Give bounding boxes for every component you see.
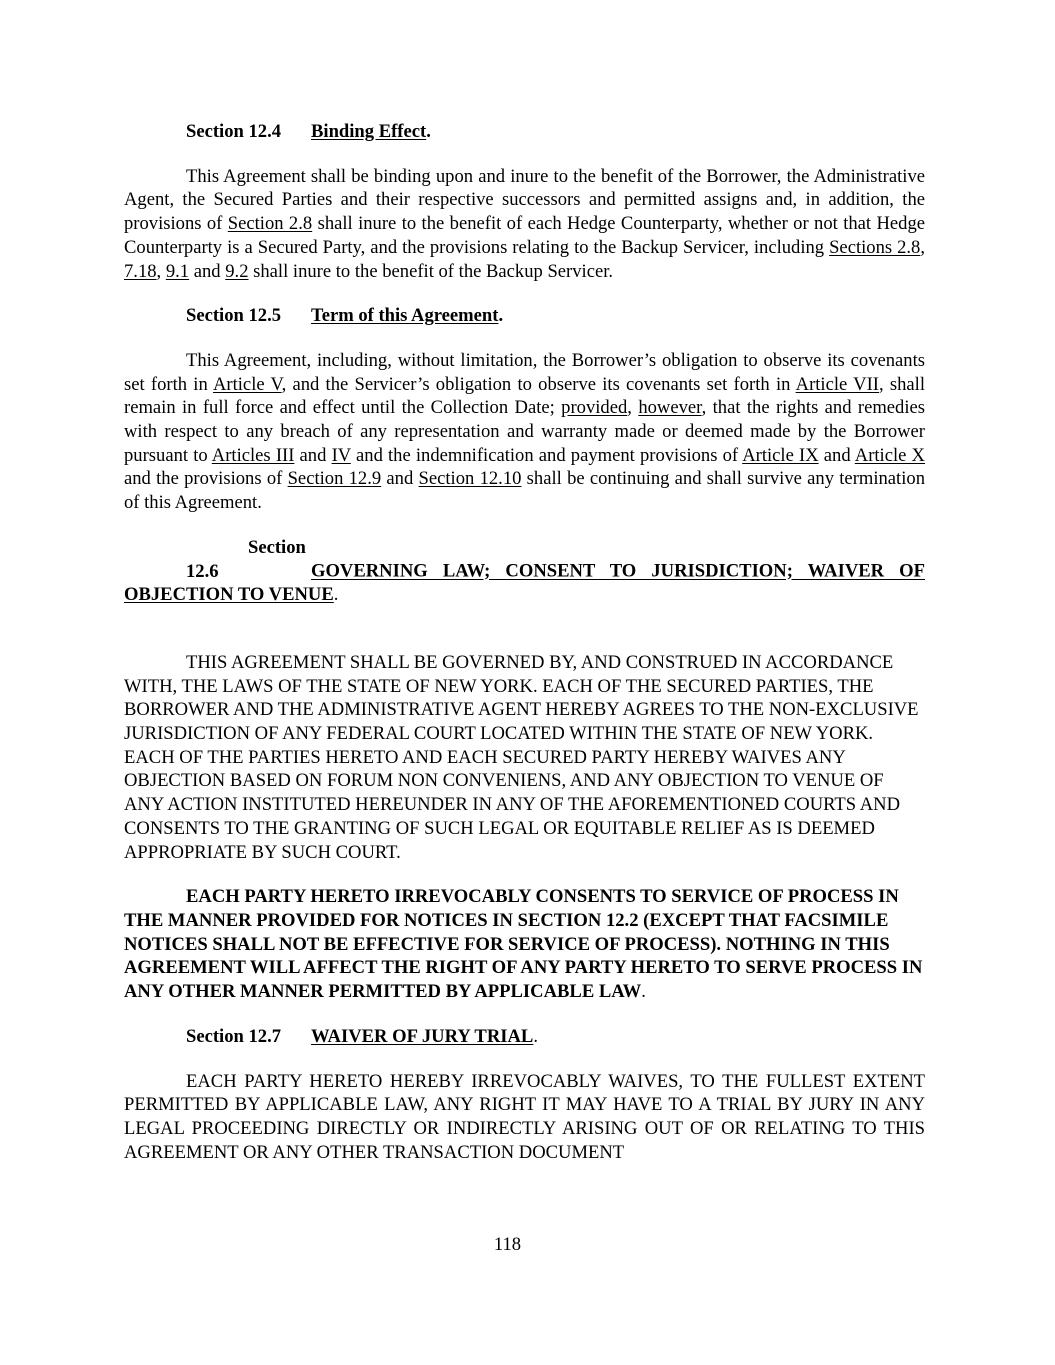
cross-reference: Sections 2.8 — [829, 236, 921, 258]
section-12-5-body: This Agreement, including, without limitation, the Borrower’s obligation to observe its covenants set forth in Article V, and the Servicer’s obligation to observe its covenants set forth in Article VII, shall remain in full force and effect until the Collection Date; provided, however, that the rights and remedies with respect to any breach of any representation and warranty made or deemed made by the Borrower pursuant to Articles III and IV and the indemnification and payment provisions of Article IX and Article X and the provisions of Section 12.9 and Section 12.10 shall be continuing and shall survive any termination of this Agreement. — [124, 349, 926, 514]
section-12-6-service-of-process-paragraph: EACH PARTY HERETO IRREVOCABLY CONSENTS TO SERVICE OF PROCESS IN THE MANNER PROVIDED FOR NOTICES IN SECTION 12.2 (EXCEPT THAT FACSIMILE NOTICES SHALL NOT BE EFFECTIVE FOR SERVICE OF PROCESS). NOTHING IN THIS AGREEMENT WILL AFFECT THE RIGHT OF ANY PARTY HERETO TO SERVE PROCESS IN ANY OTHER MANNER PERMITTED BY APPLICABLE LAW. — [124, 886, 923, 1003]
cross-reference: Article VII — [795, 373, 879, 395]
section-number: Section 12.5 — [186, 305, 282, 327]
section-12-4-body: This Agreement shall be binding upon and inure to the benefit of the Borrower, the Administrative Agent, the Secured Parties and their respective successors and permitted assigns and, in addition, the provisions of Section 2.8 shall inure to the benefit of each Hedge Counterparty, whether or not that Hedge Counterparty is a Secured Party, and the provisions relating to the Backup Servicer, including Sections 2.8, 7.18, 9.1 and 9.2 shall inure to the benefit of the Backup Servicer. — [124, 165, 925, 282]
cross-reference: Article V — [212, 373, 282, 395]
cross-reference: Section 12.9 — [287, 468, 382, 490]
section-number: Section 12.6 — [186, 536, 306, 582]
section-12-5-heading: Section 12.5 Term of this Agreement. — [186, 305, 504, 327]
section-title: WAIVER OF JURY TRIAL — [311, 1025, 534, 1047]
cross-reference: Section 2.8 — [227, 213, 313, 235]
emphasis-term: provided — [561, 397, 628, 419]
section-12-4-heading: Section 12.4 Binding Effect. — [186, 121, 431, 142]
document-page — [124, 120, 925, 1164]
cross-reference: Article X — [854, 444, 925, 466]
section-number: Section 12.7 — [186, 1025, 282, 1047]
page-number: 118 — [493, 1234, 522, 1255]
cross-reference: IV — [331, 444, 351, 466]
section-12-6-heading: Section 12.6 GOVERNING LAW; CONSENT TO JURISDICTION; WAIVER OF OBJECTION TO VENUE. — [124, 536, 925, 606]
cross-reference: 7.18 — [124, 260, 157, 282]
section-title: GOVERNING LAW; CONSENT TO JURISDICTION; WAIVER OF OBJECTION TO VENUE — [124, 560, 925, 606]
section-12-7-heading: Section 12.7 WAIVER OF JURY TRIAL. — [186, 1025, 538, 1047]
cross-reference: Article IX — [742, 444, 819, 466]
section-title: Term of this Agreement — [311, 305, 499, 327]
section-number: Section 12.4 — [186, 121, 282, 142]
section-12-6-governing-law-paragraph: THIS AGREEMENT SHALL BE GOVERNED BY, AND CONSTRUED IN ACCORDANCE WITH, THE LAWS OF THE STATE OF NEW YORK. EACH OF THE SECURED PARTIES, THE BORROWER AND THE ADMINISTRATIVE AGENT HEREBY AGREES TO THE NON-EXCLUSIVE JURISDICTION OF ANY FEDERAL COURT LOCATED WITHIN THE STATE OF NEW YORK. EACH OF THE PARTIES HERETO AND EACH SECURED PARTY HEREBY WAIVES ANY OBJECTION BASED ON FORUM NON CONVENIENS, AND ANY OBJECTION TO VENUE OF ANY ACTION INSTITUTED HEREUNDER IN ANY OF THE AFOREMENTIONED COURTS AND CONSENTS TO THE GRANTING OF SUCH LEGAL OR EQUITABLE RELIEF AS IS DEEMED APPROPRIATE BY SUCH COURT. — [124, 651, 919, 863]
cross-reference: Section 12.10 — [418, 468, 522, 490]
cross-reference: Articles III — [211, 444, 295, 466]
emphasis-term: however — [638, 397, 702, 419]
section-12-7-body: EACH PARTY HERETO HEREBY IRREVOCABLY WAIVES, TO THE FULLEST EXTENT PERMITTED BY APPLICABLE LAW, ANY RIGHT IT MAY HAVE TO A TRIAL BY JURY IN ANY LEGAL PROCEEDING DIRECTLY OR INDIRECTLY ARISING OUT OF OR RELATING TO THIS AGREEMENT OR ANY OTHER TRANSACTION DOCUMENT — [124, 1070, 925, 1163]
cross-reference: 9.2 — [225, 260, 249, 282]
cross-reference: 9.1 — [165, 260, 190, 282]
section-title: Binding Effect — [311, 121, 427, 142]
